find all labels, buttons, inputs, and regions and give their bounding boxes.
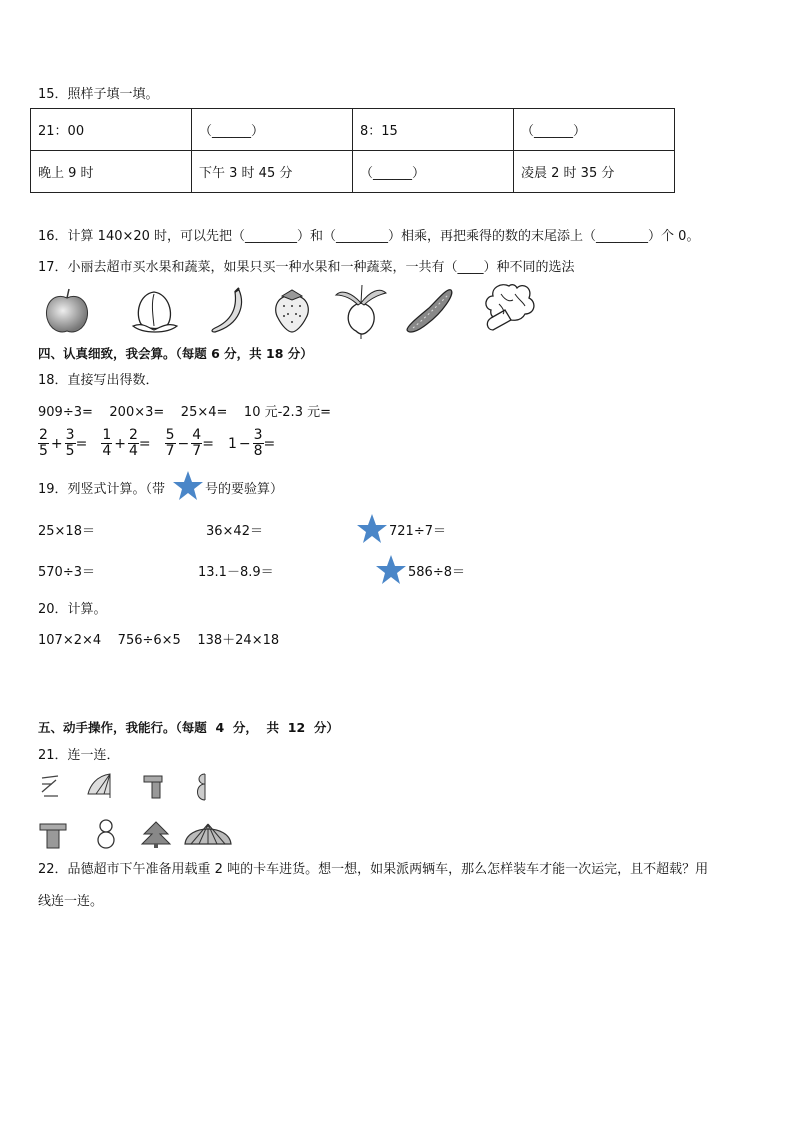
q15-title: 15．照样子填一填。 bbox=[38, 87, 159, 102]
table-cell: （______） bbox=[353, 151, 514, 193]
fraction: $\frac{5}{7}$ bbox=[165, 427, 175, 459]
half-gourd-shape bbox=[193, 772, 213, 806]
star-icon bbox=[172, 470, 204, 506]
fraction: $\frac{3}{5}$ bbox=[65, 427, 75, 459]
q18-line1: 909÷3= 200×3= 25×4= 10 元-2.3 元= bbox=[38, 405, 331, 420]
q21-title: 21．连一连． bbox=[38, 748, 120, 763]
q19-item: 721÷7＝ bbox=[389, 524, 446, 539]
fraction-expression: $\frac{2}{5}$ + $\frac{3}{5}$ = bbox=[39, 427, 88, 459]
fraction: $\frac{1}{4}$ bbox=[102, 427, 112, 459]
fraction-expression: $\frac{1}{4}$ + $\frac{2}{4}$ = bbox=[102, 427, 151, 459]
q19-title-b: 号的要验算） bbox=[205, 482, 284, 497]
strawberry-icon bbox=[270, 286, 315, 340]
q19-item: 570÷3＝ bbox=[38, 565, 95, 580]
table-cell: 21：00 bbox=[31, 109, 192, 151]
umbrella-shape bbox=[183, 818, 233, 852]
q22-line2: 线连一连。 bbox=[38, 894, 104, 909]
cucumber-icon bbox=[403, 286, 458, 340]
fraction-expression: 1 − $\frac{3}{8}$ = bbox=[227, 427, 276, 459]
fraction: $\frac{3}{8}$ bbox=[253, 427, 263, 459]
q18-fraction-row bbox=[38, 428, 289, 459]
banana-icon bbox=[205, 286, 250, 340]
half-umbrella-shape bbox=[86, 772, 114, 804]
table-cell: （______） bbox=[192, 109, 353, 151]
q17-text: 17．小丽去超市买水果和蔬菜，如果只买一种水果和一种蔬菜，一共有（____）种不同的选法 bbox=[38, 260, 575, 275]
fraction: $\frac{4}{7}$ bbox=[192, 427, 202, 459]
tree-shape bbox=[140, 820, 172, 852]
table-row bbox=[31, 109, 675, 151]
fraction-expression: $\frac{5}{7}$ − $\frac{4}{7}$ = bbox=[165, 427, 214, 459]
q20-items: 107×2×4 756÷6×5 138＋24×18 bbox=[38, 633, 280, 648]
q16-text: 16．计算 140×20 时，可以先把（________）和（________）相乘，再把乘得的数的末尾添上（________）个 0。 bbox=[38, 229, 700, 244]
table-cell: 晚上 9 时 bbox=[31, 151, 192, 193]
radish-icon bbox=[332, 283, 390, 343]
q22-line1: 22．品德超市下午准备用载重 2 吨的卡车进货。想一想，如果派两辆车，那么怎样装车才能一次运完，且不超载？用 bbox=[38, 862, 709, 877]
table-row bbox=[31, 151, 675, 193]
table-cell: 下午 3 时 45 分 bbox=[192, 151, 353, 193]
gourd-shape bbox=[95, 818, 117, 854]
star-icon bbox=[375, 554, 407, 590]
half-pavilion-shape bbox=[142, 772, 166, 804]
q19-item: 36×42＝ bbox=[206, 524, 263, 539]
q19-item: 13.1－8.9＝ bbox=[198, 565, 274, 580]
q20-title: 20．计算。 bbox=[38, 602, 107, 617]
q19-item: 586÷8＝ bbox=[408, 565, 465, 580]
section5-title: 五、动手操作，我能行。（每题 4 分， 共 12 分） bbox=[38, 720, 339, 735]
apple-icon bbox=[42, 286, 92, 340]
q19-item: 25×18＝ bbox=[38, 524, 95, 539]
q18-title: 18．直接写出得数． bbox=[38, 373, 159, 388]
peach-icon bbox=[127, 286, 182, 340]
cabbage-icon bbox=[479, 280, 541, 340]
pavilion-shape bbox=[38, 820, 68, 854]
fraction: $\frac{2}{4}$ bbox=[128, 427, 138, 459]
half-umbrella-shape bbox=[38, 774, 62, 804]
q19-title-a: 19．列竖式计算。（带 bbox=[38, 482, 166, 497]
fraction: $\frac{2}{5}$ bbox=[39, 427, 48, 459]
table-cell: 凌晨 2 时 35 分 bbox=[514, 151, 675, 193]
q15-table bbox=[30, 108, 675, 193]
star-icon-svg bbox=[172, 470, 204, 502]
star-icon bbox=[356, 513, 388, 549]
section4-title: 四、认真细致，我会算。（每题 6 分，共 18 分） bbox=[38, 346, 313, 361]
table-cell: （______） bbox=[514, 109, 675, 151]
table-cell: 8：15 bbox=[353, 109, 514, 151]
